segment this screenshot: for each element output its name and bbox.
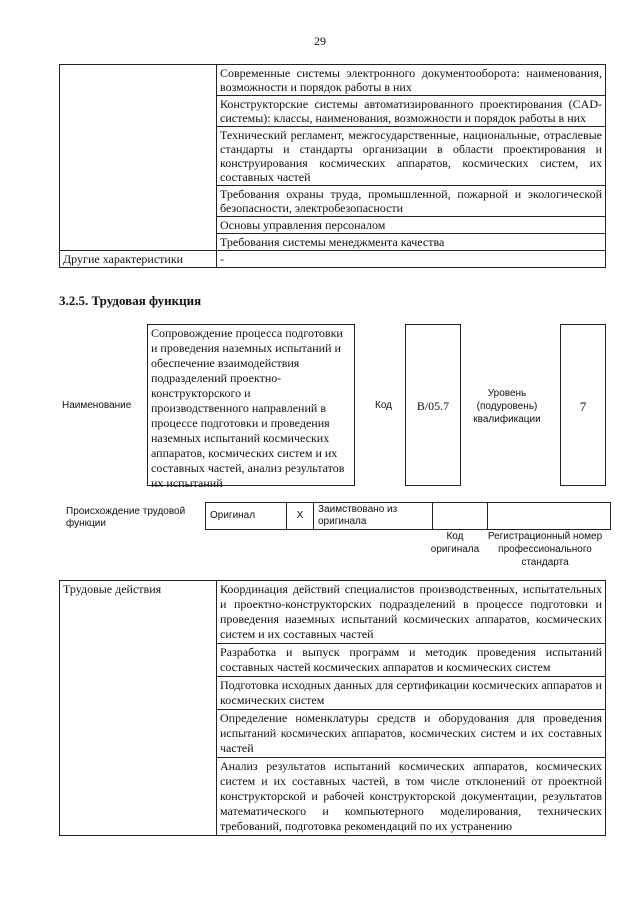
origin-label: Происхождение трудовой функции [66,506,186,529]
registration-number-cell [488,503,611,530]
page-number: 29 [314,34,326,48]
original-cell: Оригинал [206,503,287,530]
empty-label-cell [60,65,217,251]
table-cell: Основы управления персоналом [217,217,606,234]
level-value: 7 [579,399,587,414]
borrowed-cell: Заимствовано из оригинала [314,503,433,530]
table-cell: Современные системы электронного документооборота: наименования, возможности и порядок работы в них [217,65,606,96]
code-value: В/05.7 [416,399,450,413]
knowledge-table [59,64,606,268]
origin-table [205,502,611,530]
function-name-box: Сопровождение процесса подготовки и проведения наземных испытаний и обеспечение взаимодействия подразделений проектно-конструкторского и производственного направлений в процессе подготовки и проведения наземных испытаний космических аппаратов, космических систем и их составных частей, анализ результатов их испытаний [147,324,355,486]
table-cell: Конструкторские системы автоматизированного проектирования (CAD-системы): классы, наименования, возможности и порядок работы в них [217,96,606,127]
table-cell: Требования системы менеджмента качества [217,234,606,251]
code-original-caption: Код оригинала [430,531,480,555]
table-row [206,503,611,530]
other-characteristics-value: - [217,251,606,268]
code-label: Код [375,400,393,411]
table-row [60,581,606,644]
section-title: 3.2.5. Трудовая функция [59,293,202,308]
table-cell: Координация действий специалистов производственных, испытательных и проектно-конструкторских подразделений в процессе подготовки и проведения наземных испытаний космических аппаратов, космических систем и их составных частей [217,581,606,644]
table-cell: Подготовка исходных данных для сертификации космических аппаратов и космических систем [217,677,606,710]
level-box [560,324,606,486]
table-row [60,65,606,96]
name-label: Наименование [62,400,132,411]
labor-actions-label: Трудовые действия [60,581,217,836]
labor-actions-table [59,580,606,836]
table-row [60,251,606,268]
table-cell: Анализ результатов испытаний космических аппаратов, космических систем и их составных частей, в том числе отклонений от проектной конструкторской и рабочей конструкторской документации, результатов математического и компьютерного моделирования, технических требований, подготовка рекомендаций по их устранению [217,758,606,836]
table-cell: Требования охраны труда, промышленной, пожарной и экологической безопасности, электробезопасности [217,186,606,217]
table-cell: Технический регламент, межгосударственные, национальные, отраслевые стандарты и стандарты организации в области проектирования и конструирования космических аппаратов, космических систем, их составных частей [217,127,606,186]
code-box [405,324,461,486]
original-mark: X [287,503,314,530]
table-cell: Разработка и выпуск программ и методик проведения испытаний составных частей космических аппаратов и космических систем [217,644,606,677]
code-original-cell [433,503,488,530]
registration-number-caption: Регистрационный номер профессионального стандарта [487,531,603,568]
table-cell: Определение номенклатуры средств и оборудования для проведения испытаний космических аппаратов, космических систем и их составных частей [217,710,606,758]
level-label: Уровень (подуровень) квалификации [473,388,541,425]
other-characteristics-label: Другие характеристики [60,251,217,268]
